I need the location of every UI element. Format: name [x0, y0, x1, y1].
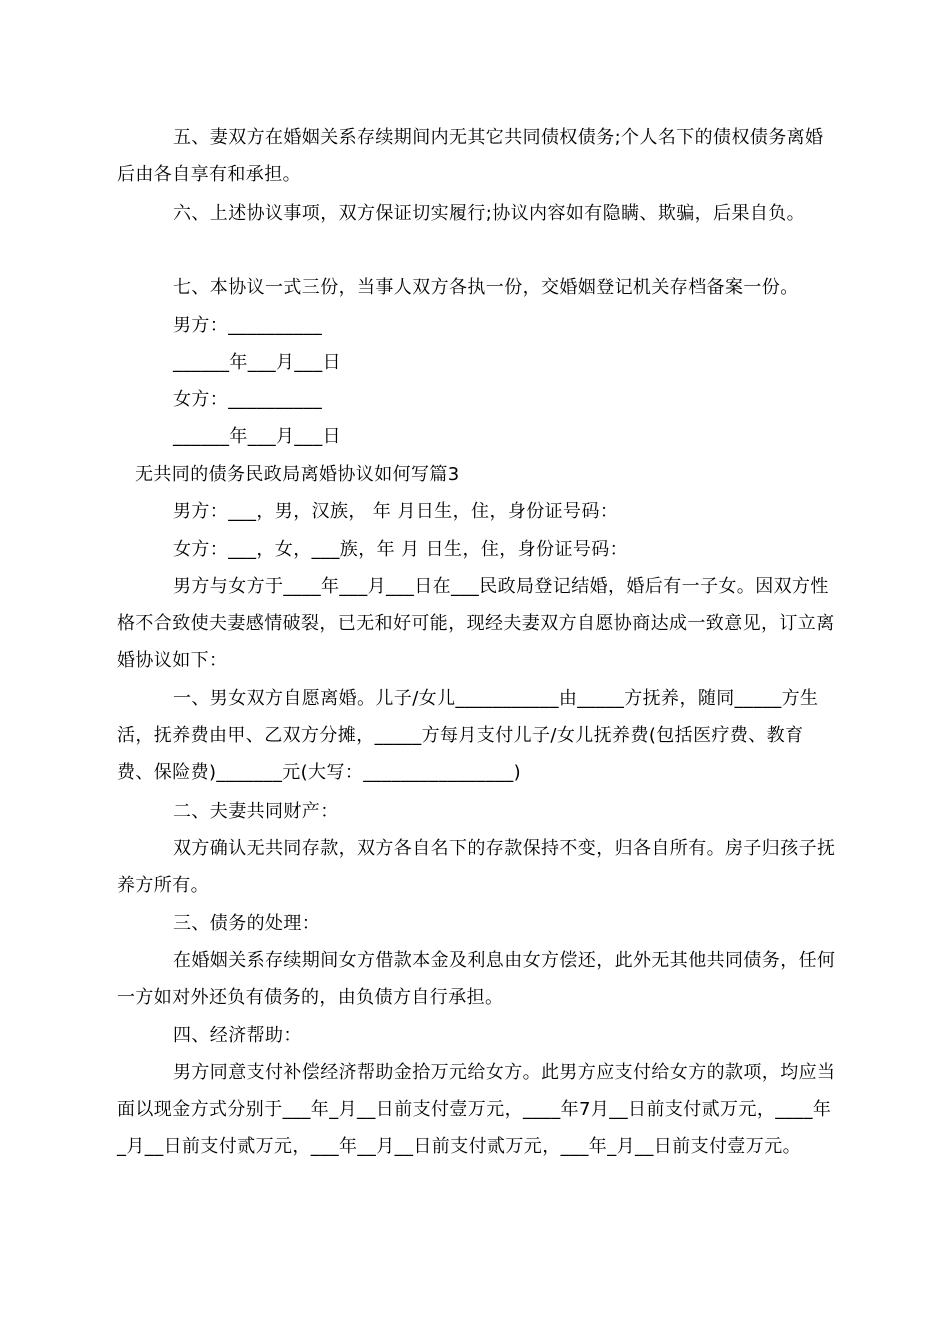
male-date-line: ______年___月___日: [173, 352, 341, 373]
clause-two-heading: 二、夫妻共同财产：: [173, 801, 339, 822]
female-party-info: 女方：___，女，___族，年 月 日生，住，身份证号码：: [173, 539, 629, 560]
section-title: 无共同的债务民政局离婚协议如何写篇3: [135, 464, 460, 485]
clause-two-body: 双方确认无共同存款，双方各自名下的存款保持不变，归各自所有。房子归孩子抚养方所有。: [117, 838, 836, 896]
clause-four-heading: 四、经济帮助：: [173, 1025, 302, 1046]
clause-three-body: 在婚姻关系存续期间女方借款本金及利息由女方偿还，此外无其他共同债务，任何一方如对外还负有债务的，由负债方自行承担。: [117, 950, 836, 1008]
preamble-paragraph: 男方与女方于____年___月___日在___民政局登记结婚，婚后有一子女。因双方性格不合致使夫妻感情破裂，已无和好可能，现经夫妻双方自愿协商达成一致意见，订立离婚协议如下：: [117, 576, 835, 671]
male-signature-line: 男方：__________: [173, 315, 323, 336]
clause-three-heading: 三、债务的处理：: [173, 913, 321, 934]
male-party-info: 男方：___，男，汉族， 年 月日生，住，身份证号码：: [173, 501, 619, 522]
clause-seven: 七、本协议一式三份，当事人双方各执一份，交婚姻登记机关存档备案一份。: [173, 277, 799, 298]
clause-four-body: 男方同意支付补偿经济帮助金拾万元给女方。此男方应支付给女方的款项，均应当面以现金方式分别于___年_月__日前支付壹万元，____年7月__日前支付贰万元，____年_月__日前支付贰万元，___年__月__日前支付贰万元，___年_月__日前支付壹万元。: [117, 1062, 836, 1157]
clause-one: 一、男女双方自愿离婚。儿子/女儿___________由_____方抚养，随同_____方生活，抚养费由甲、乙双方分摊，_____方每月支付儿子/女儿抚养费(包括医疗费、教育费、保险费)_______元(大写：________________): [117, 688, 819, 783]
clause-six: 六、上述协议事项，双方保证切实履行;协议内容如有隐瞒、欺骗，后果自负。: [173, 203, 806, 224]
female-signature-line: 女方：__________: [173, 389, 323, 410]
clause-five: 五、妻双方在婚姻关系存续期间内无其它共同债权债务;个人名下的债权债务离婚后由各自享有和承担。: [117, 127, 824, 185]
female-date-line: ______年___月___日: [173, 426, 341, 447]
